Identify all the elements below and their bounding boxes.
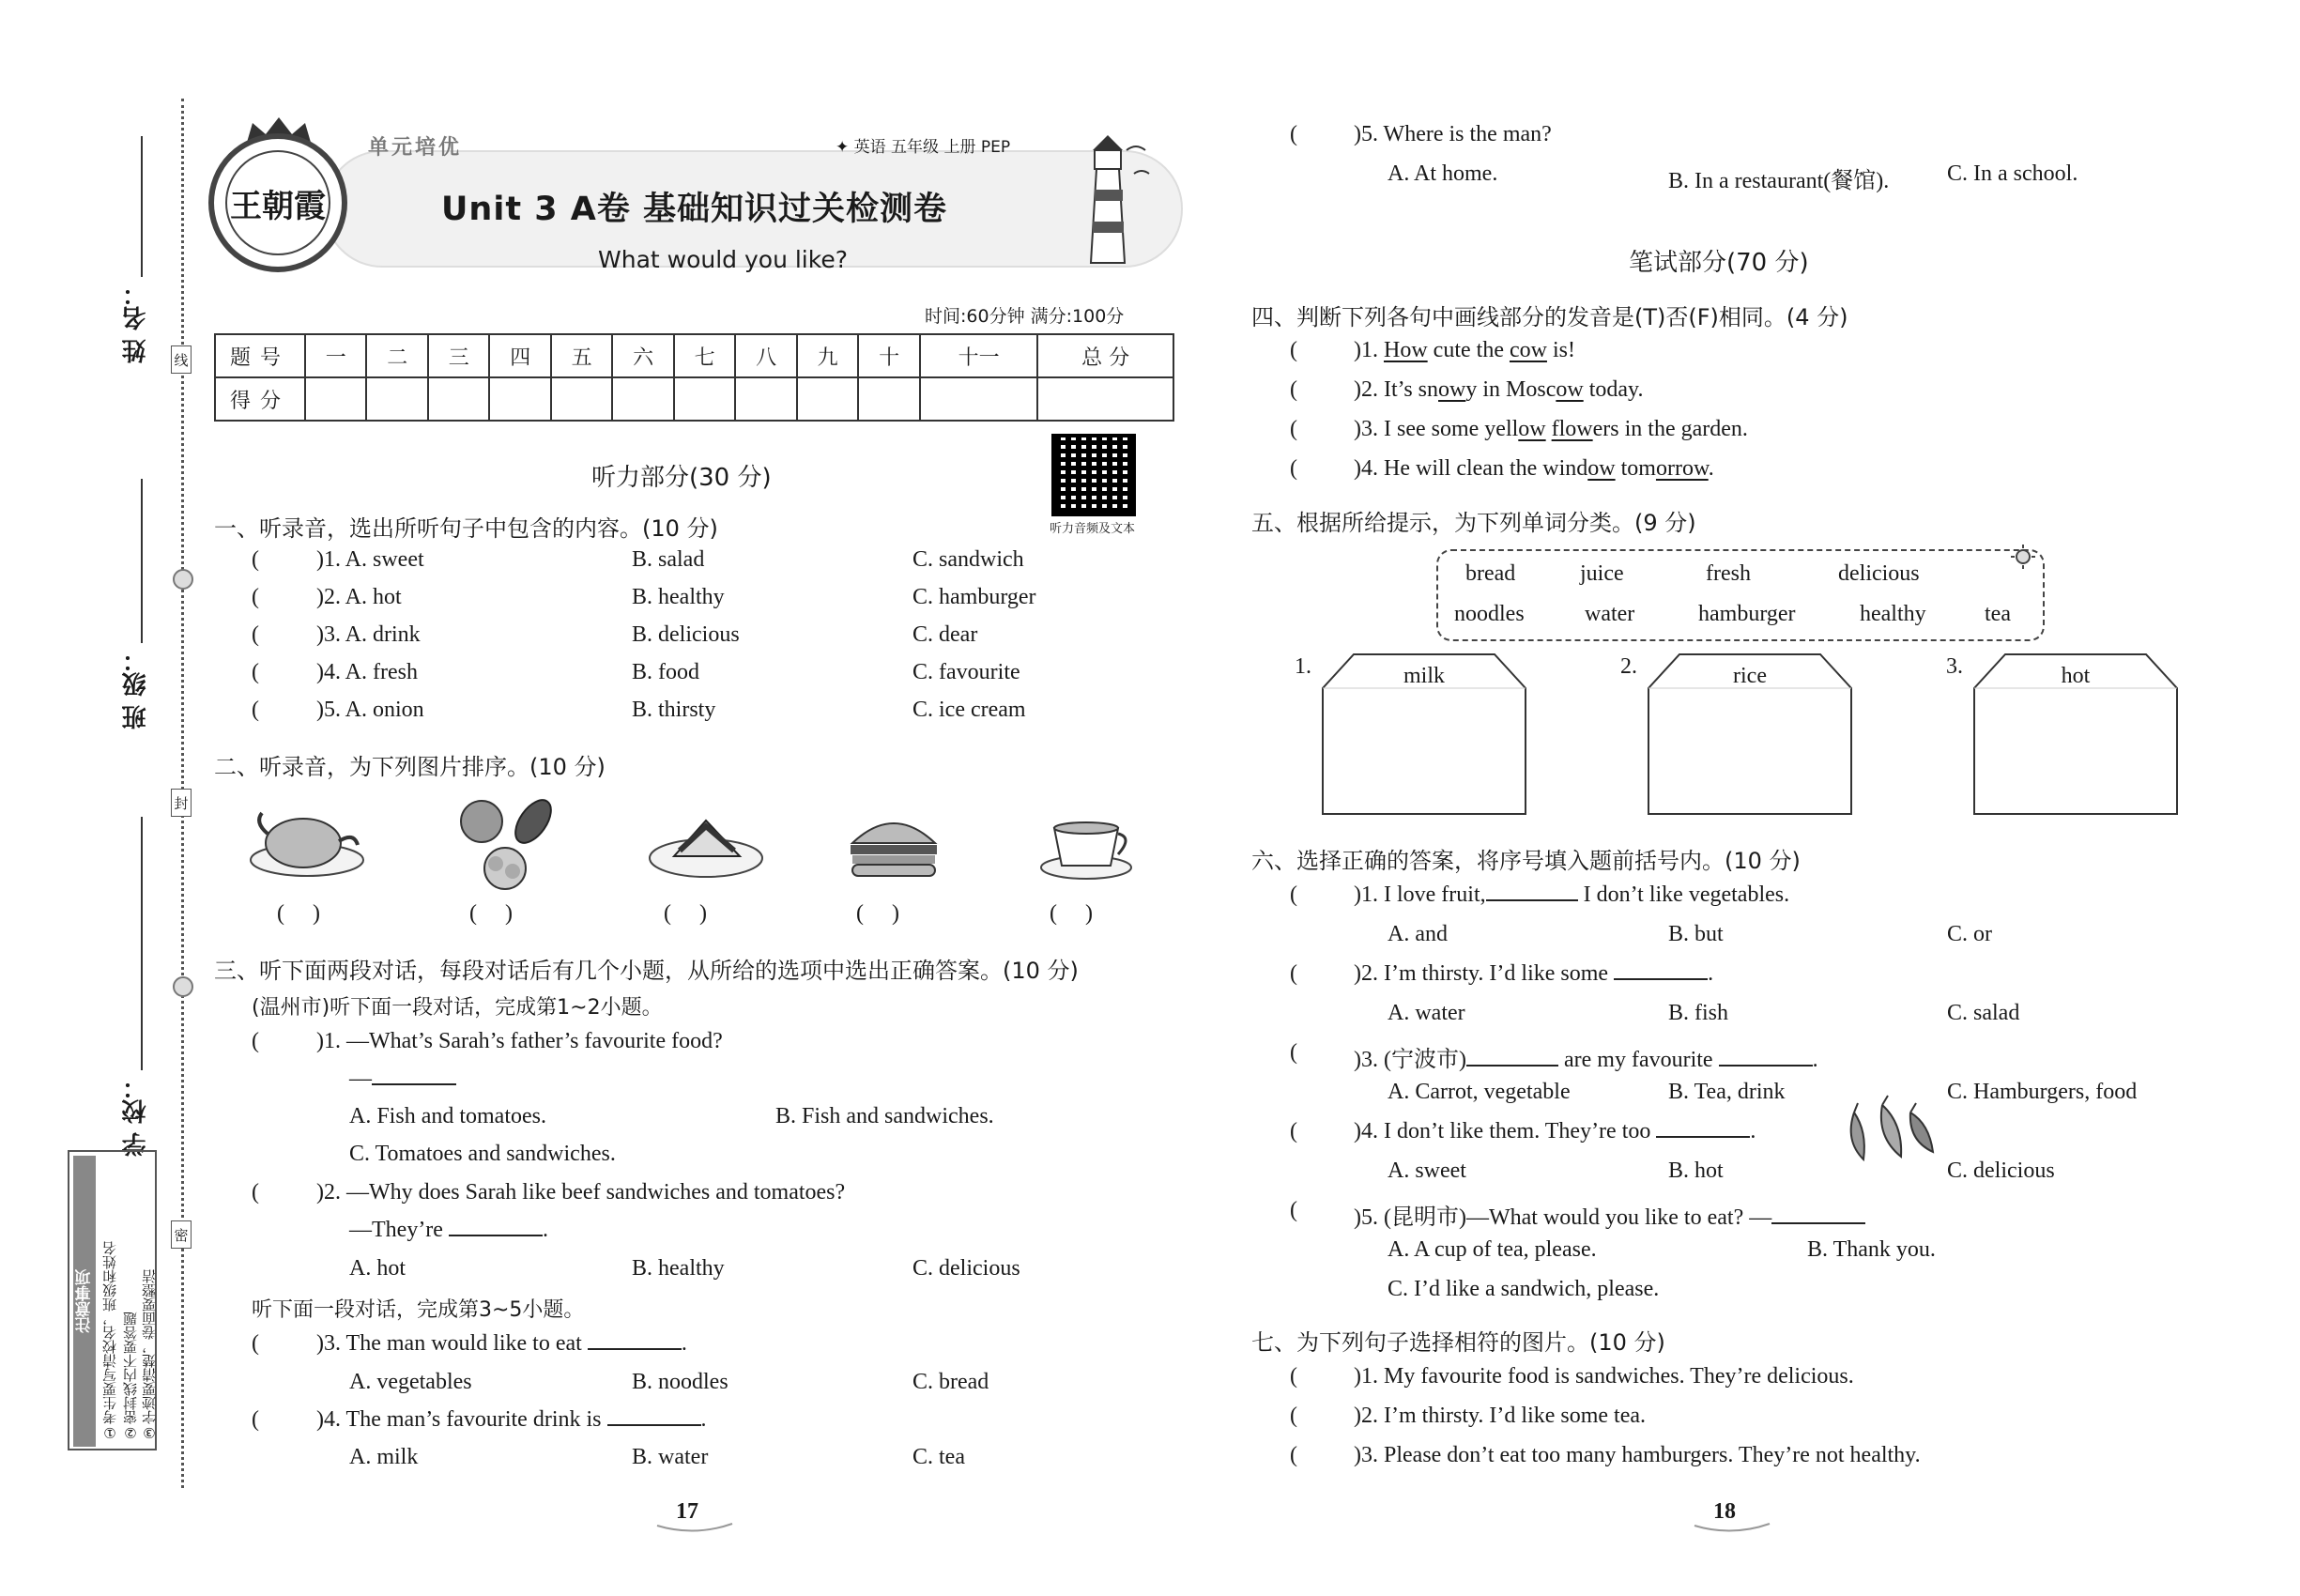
option-a: A. and — [1388, 922, 1448, 946]
seal-mark-line: 线 — [171, 345, 192, 374]
page-ornament — [1690, 1516, 1774, 1535]
writing-title: 笔试部分(70 分) — [1629, 249, 1809, 277]
answer-blank[interactable] — [1466, 1048, 1558, 1067]
score-table-row — [215, 334, 1173, 377]
category-number: 3. — [1946, 654, 1963, 679]
notice-title: 注意事项 — [73, 1156, 96, 1447]
option-c: C. salad — [1947, 1001, 2020, 1025]
option-c: C. or — [1947, 922, 1992, 946]
category-label: milk — [1403, 664, 1445, 688]
binding-hole-icon — [173, 569, 193, 590]
score-cell[interactable] — [489, 377, 550, 421]
answer-bracket[interactable]: ( — [1290, 377, 1320, 402]
underlined-part: flow — [1551, 417, 1593, 441]
option-a: A. hot — [349, 1256, 406, 1281]
question-stem: )3. (宁波市) — [1354, 1048, 1466, 1072]
word-bank-word: healthy — [1860, 602, 1926, 626]
score-cell[interactable] — [1037, 377, 1173, 421]
question-tail: I don’t like vegetables. — [1583, 882, 1790, 907]
category-box[interactable] — [1647, 652, 1853, 817]
score-col: 十一 — [920, 334, 1037, 377]
answer-bracket[interactable]: ( ) — [664, 901, 707, 926]
answer-bracket[interactable]: ( — [252, 660, 282, 684]
option-a: )5. A. onion — [316, 698, 424, 722]
text-part: I see some yell — [1384, 417, 1519, 441]
option-a: )2. A. hot — [316, 585, 402, 609]
sandwich-picture — [648, 807, 765, 882]
option-b: B. but — [1668, 922, 1724, 946]
option-b: B. In a restaurant(餐馆). — [1668, 169, 1890, 193]
category-label: rice — [1733, 664, 1767, 688]
item-number: )4. — [1354, 456, 1384, 481]
answer-line — [349, 1067, 456, 1092]
word-bank-word: juice — [1580, 561, 1624, 586]
question-stem: )3. The man would like to eat — [316, 1331, 582, 1356]
word-bank-word: delicious — [1838, 561, 1920, 586]
score-cell[interactable] — [797, 377, 858, 421]
score-col: 一 — [305, 334, 366, 377]
section-4-heading: 四、判断下列各句中画线部分的发音是(T)否(F)相同。(4 分) — [1251, 304, 1848, 330]
section-2-heading: 二、听录音，为下列图片排序。(10 分) — [214, 754, 606, 780]
school-blank-line[interactable] — [141, 817, 143, 1070]
option-b: B. Fish and sandwiches. — [775, 1104, 994, 1128]
roast-chicken-picture — [249, 806, 366, 881]
item-number: )3. — [1354, 417, 1384, 441]
option-a: A. Fish and tomatoes. — [349, 1104, 546, 1128]
page-number-left: 17 — [676, 1499, 698, 1524]
option-b: B. healthy — [632, 585, 725, 609]
answer-bracket[interactable]: ( ) — [469, 901, 513, 926]
question-text: )3. Please don’t eat too many hamburgers. They’re not healthy. — [1354, 1443, 1921, 1467]
question-stem: )5. (昆明市)—What would you like to eat? — — [1354, 1205, 1772, 1230]
notice-item: ②密封线内不要答题 — [122, 1312, 139, 1441]
text-part: tom — [1615, 456, 1656, 481]
time-info: 时间:60分钟 满分:100分 — [925, 306, 1125, 327]
chili-peppers-picture — [1835, 1094, 1939, 1164]
option-c: C. hamburger — [912, 585, 1036, 609]
brand-logo — [208, 133, 347, 272]
option-a: )4. A. fresh — [316, 660, 418, 684]
name-blank-line[interactable] — [141, 136, 143, 277]
option-a: )3. A. drink — [316, 622, 421, 647]
item-number: )1. — [1354, 338, 1384, 362]
option-a: A. Carrot, vegetable — [1388, 1080, 1571, 1104]
question-mid: are my favourite — [1563, 1048, 1713, 1072]
score-cell[interactable] — [428, 377, 489, 421]
answer-blank[interactable] — [1486, 882, 1578, 901]
score-cell[interactable] — [551, 377, 612, 421]
option-a: A. water — [1388, 1001, 1465, 1025]
qr-code[interactable] — [1051, 434, 1136, 516]
dash: — — [349, 1067, 372, 1091]
category-box[interactable] — [1321, 652, 1527, 817]
option-c: C. delicious — [1947, 1159, 2055, 1183]
notice-item: ①考生要写清校名，班级和姓名 — [101, 1241, 118, 1441]
underlined-part: ow — [1587, 456, 1616, 481]
answer-bracket[interactable]: ( — [252, 1331, 282, 1356]
answer-blank[interactable] — [1656, 1119, 1750, 1138]
pronunciation-sentence — [1354, 338, 1575, 363]
score-col: 五 — [551, 334, 612, 377]
option-c: C. favourite — [912, 660, 1020, 684]
seal-mark-seal: 封 — [171, 789, 192, 817]
qr-caption: 听力音频及文本 — [1050, 522, 1136, 536]
text-part: is! — [1546, 338, 1575, 362]
option-c: C. bread — [912, 1370, 989, 1394]
option-a: A. A cup of tea, please. — [1388, 1237, 1597, 1262]
seal-mark-secret: 密 — [171, 1220, 192, 1249]
answer-bracket[interactable]: ( — [1290, 122, 1320, 146]
answer-bracket[interactable]: ( — [1290, 456, 1320, 481]
text-part: y in Mosc — [1465, 377, 1556, 402]
underlined-part: ow — [1438, 377, 1466, 402]
question-text: )4. The man’s favourite drink is . — [316, 1407, 707, 1432]
pronunciation-sentence — [1354, 456, 1714, 482]
word-bank-word: water — [1585, 602, 1635, 626]
option-c: C. dear — [912, 622, 978, 647]
answer-blank[interactable] — [372, 1067, 456, 1085]
score-col: 八 — [735, 334, 796, 377]
answer-bracket[interactable]: ( — [252, 585, 282, 609]
question-text: )1. My favourite food is sandwiches. They’re delicious. — [1354, 1364, 1854, 1389]
pronunciation-sentence — [1354, 377, 1643, 403]
score-col: 二 — [366, 334, 427, 377]
text-part: . — [1708, 456, 1714, 481]
option-c: C. Hamburgers, food — [1947, 1080, 2138, 1104]
notice-item: ③字迹要清楚，卷面要整洁 — [141, 1269, 158, 1441]
section-3-heading: 三、听下面两段对话，每段对话后有几个小题，从所给的选项中选出正确答案。(10 分) — [214, 958, 1079, 984]
word-bank-word: noodles — [1454, 602, 1525, 626]
category-number: 1. — [1295, 654, 1311, 679]
text-part: He will clean the wind — [1384, 456, 1588, 481]
question-stem: )2. I’m thirsty. I’d like some — [1354, 961, 1609, 986]
question-text: )2. —Why does Sarah like beef sandwiches and tomatoes? — [316, 1180, 846, 1205]
option-b: B. healthy — [632, 1256, 725, 1281]
option-a: A. sweet — [1388, 1159, 1466, 1183]
underlined-part: ow — [1556, 377, 1584, 402]
underlined-part: cow — [1509, 338, 1547, 362]
score-table-row — [215, 377, 1173, 421]
answer-blank[interactable] — [588, 1331, 682, 1350]
question-text: )4. I don’t like them. They’re too . — [1354, 1119, 1756, 1143]
underlined-part: ow — [1518, 417, 1546, 441]
option-c: C. ice cream — [912, 698, 1026, 722]
option-b: B. noodles — [632, 1370, 728, 1394]
answer-bracket[interactable]: ( — [252, 547, 282, 572]
tea-picture — [1037, 809, 1136, 884]
answer-blank[interactable] — [1614, 961, 1708, 980]
question-text: )3. (宁波市) are my favourite . — [1354, 1048, 1818, 1072]
score-cell[interactable] — [858, 377, 919, 421]
option-b: B. food — [632, 660, 699, 684]
word-bank-word: hamburger — [1698, 602, 1796, 626]
score-col: 七 — [674, 334, 735, 377]
score-header-label: 题号 — [215, 334, 305, 377]
question-text: )3. The man would like to eat . — [316, 1331, 687, 1356]
sun-icon — [2009, 543, 2037, 571]
answer-bracket[interactable]: ( — [1290, 1198, 1320, 1222]
answer-blank[interactable] — [449, 1218, 543, 1236]
series-tag: 单元培优 — [368, 136, 463, 160]
answer-bracket[interactable]: ( — [1290, 1040, 1320, 1065]
question-text: )2. I’m thirsty. I’d like some . — [1354, 961, 1714, 986]
option-c: C. I’d like a sandwich, please. — [1388, 1277, 1660, 1301]
text-part: It’s sn — [1384, 377, 1439, 402]
word-bank-word: bread — [1465, 561, 1516, 586]
score-cell[interactable] — [366, 377, 427, 421]
underlined-part: How — [1384, 338, 1428, 362]
word-bank-word: fresh — [1706, 561, 1751, 586]
answer-bracket[interactable]: ( — [1290, 1404, 1320, 1428]
question-stem: )1. I love fruit, — [1354, 882, 1486, 907]
logo-text: 王朝霞 — [225, 150, 330, 255]
score-row-label: 得分 — [215, 377, 305, 421]
score-cell[interactable] — [305, 377, 366, 421]
answer-bracket[interactable]: ( — [1290, 1443, 1320, 1467]
option-a: )1. A. sweet — [316, 547, 424, 572]
option-c: C. delicious — [912, 1256, 1020, 1281]
section-1-heading: 一、听录音，选出所听句子中包含的内容。(10 分) — [214, 515, 718, 542]
grade-info: ✦ 英语 五年级 上册 PEP — [836, 138, 1011, 157]
school-label: 学 校： — [122, 1075, 150, 1158]
page-title: Unit 3 A卷 基础知识过关检测卷 — [441, 191, 948, 228]
answer-blank[interactable] — [1719, 1048, 1813, 1067]
answer-prefix: —They’re — [349, 1218, 443, 1242]
question-stem: )4. I don’t like them. They’re too — [1354, 1119, 1651, 1143]
listening-title: 听力部分(30 分) — [591, 464, 772, 492]
answer-bracket[interactable]: ( — [1290, 338, 1320, 362]
question-text — [1354, 1198, 1865, 1231]
option-a: A. milk — [349, 1445, 419, 1469]
question-text: )2. I’m thirsty. I’d like some tea. — [1354, 1404, 1647, 1428]
text-part: ers in the garden. — [1592, 417, 1748, 441]
pronunciation-sentence — [1354, 417, 1748, 442]
score-col: 三 — [428, 334, 489, 377]
hamburger-picture — [845, 806, 943, 885]
question-text: )5. Where is the man? — [1354, 122, 1552, 146]
name-label: 姓 名： — [122, 282, 150, 364]
page-number-right: 18 — [1713, 1499, 1736, 1524]
answer-bracket[interactable]: ( — [1290, 1119, 1320, 1143]
option-b: B. delicious — [632, 622, 740, 647]
question-text — [1354, 882, 1789, 908]
category-box[interactable] — [1972, 652, 2179, 817]
option-c: C. sandwich — [912, 547, 1024, 572]
option-a: A. At home. — [1388, 161, 1498, 186]
answer-bracket[interactable]: ( — [252, 1029, 282, 1053]
word-bank-word: tea — [1985, 602, 2011, 626]
score-table — [214, 333, 1174, 422]
option-b: B. hot — [1668, 1159, 1724, 1183]
score-col: 六 — [612, 334, 673, 377]
dialogue-intro-2: 听下面一段对话，完成第3~5小题。 — [252, 1298, 585, 1322]
answer-bracket[interactable]: ( ) — [856, 901, 899, 926]
score-col: 四 — [489, 334, 550, 377]
answer-bracket[interactable]: ( — [252, 622, 282, 647]
binding-hole-icon — [173, 976, 193, 997]
option-b: B. salad — [632, 547, 705, 572]
answer-blank[interactable] — [607, 1407, 701, 1426]
score-cell[interactable] — [920, 377, 1037, 421]
score-col: 十 — [858, 334, 919, 377]
score-cell[interactable] — [735, 377, 796, 421]
class-blank-line[interactable] — [141, 479, 143, 643]
option-b: B. fish — [1668, 1001, 1729, 1025]
answer-bracket[interactable]: ( — [1290, 882, 1320, 907]
question-text: )1. —What’s Sarah’s father’s favourite food? — [316, 1029, 723, 1053]
option-b: B. thirsty — [632, 698, 716, 722]
answer-bracket[interactable]: ( — [1290, 1364, 1320, 1389]
answer-blank[interactable] — [1771, 1205, 1865, 1224]
underlined-part: orrow — [1655, 456, 1709, 481]
section-7-heading: 七、为下列句子选择相符的图片。(10 分) — [1251, 1329, 1665, 1356]
score-cell[interactable] — [612, 377, 673, 421]
answer-bracket[interactable]: ( — [252, 1180, 282, 1205]
option-a: A. vegetables — [349, 1370, 472, 1394]
answer-bracket[interactable]: ( — [1290, 961, 1320, 986]
page-ornament — [652, 1516, 737, 1535]
notice-box — [68, 1150, 157, 1450]
category-number: 2. — [1620, 654, 1637, 679]
option-c: C. tea — [912, 1445, 965, 1469]
text-part: today. — [1583, 377, 1644, 402]
answer-bracket[interactable]: ( ) — [1050, 901, 1093, 926]
page-subtitle: What would you like? — [598, 246, 848, 273]
option-b: B. Thank you. — [1807, 1237, 1936, 1262]
category-label: hot — [2061, 664, 2091, 688]
answer-line: —They’re . — [349, 1218, 548, 1242]
score-col: 总 分 — [1037, 334, 1173, 377]
score-col: 九 — [797, 334, 858, 377]
answer-bracket[interactable]: ( — [252, 1407, 282, 1432]
answer-bracket[interactable]: ( ) — [277, 901, 320, 926]
lighthouse-icon — [1080, 131, 1155, 268]
answer-bracket[interactable]: ( — [1290, 417, 1320, 441]
score-cell[interactable] — [674, 377, 735, 421]
option-b: B. water — [632, 1445, 709, 1469]
option-b: B. Tea, drink — [1668, 1080, 1786, 1104]
text-part: cute the — [1427, 338, 1510, 362]
option-c: C. Tomatoes and sandwiches. — [349, 1142, 616, 1166]
vegetables-picture — [449, 789, 566, 892]
question-stem: )4. The man’s favourite drink is — [316, 1407, 602, 1432]
section-6-heading: 六、选择正确的答案，将序号填入题前括号内。(10 分) — [1251, 848, 1801, 874]
answer-bracket[interactable]: ( — [252, 698, 282, 722]
class-label: 班 级： — [122, 648, 150, 730]
dialogue-intro-1: (温州市)听下面一段对话，完成第1~2小题。 — [252, 996, 663, 1020]
section-5-heading: 五、根据所给提示，为下列单词分类。(9 分) — [1251, 510, 1696, 536]
option-c: C. In a school. — [1947, 161, 2078, 186]
item-number: )2. — [1354, 377, 1384, 402]
